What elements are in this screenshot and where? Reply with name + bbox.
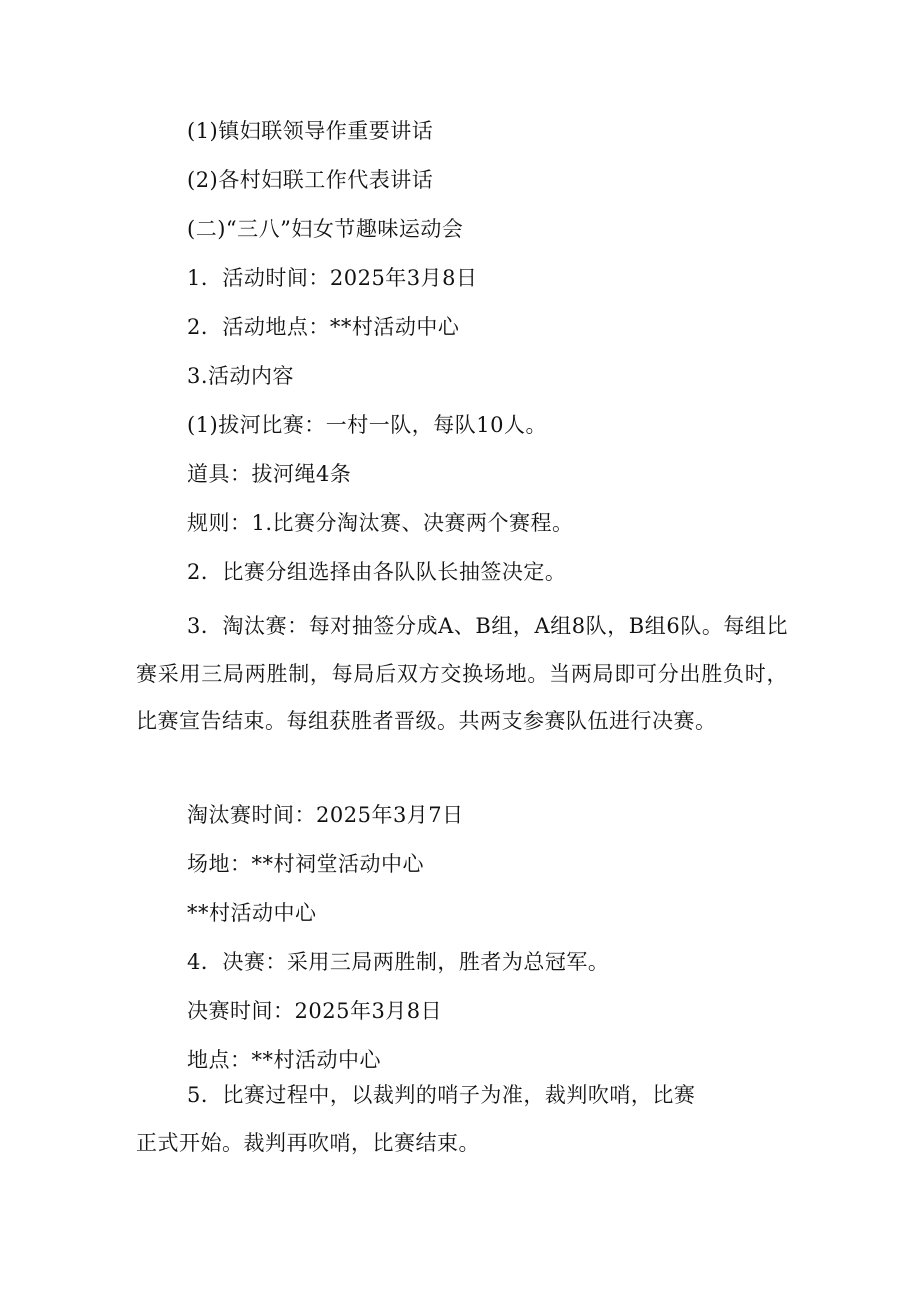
- props-line: 道具：拔河绳4条: [187, 462, 352, 486]
- whistle-rule: 5．比赛过程中，以裁判的哨子为准，裁判吹哨，比赛: [187, 1083, 696, 1107]
- activity-time: 1．活动时间：2025年3月8日: [187, 266, 478, 290]
- final-time: 决赛时间：2025年3月8日: [187, 999, 443, 1023]
- final-rule: 4．决赛：采用三局两胜制，胜者为总冠军。: [187, 950, 610, 974]
- speech-item-1: (1)镇妇联领导作重要讲话: [187, 119, 434, 143]
- grouping-rule: 2．比赛分组选择由各队队长抽签决定。: [187, 560, 567, 584]
- tug-of-war-item: (1)拔河比赛：一村一队，每队10人。: [187, 413, 547, 437]
- rules-line: 规则：1.比赛分淘汰赛、决赛两个赛程。: [187, 511, 574, 535]
- whistle-rule-continued: 正式开始。裁判再吹哨，比赛结束。: [136, 1131, 480, 1155]
- elimination-time: 淘汰赛时间：2025年3月7日: [187, 803, 464, 827]
- venue-line-2: **村活动中心: [187, 901, 317, 925]
- elimination-rules-paragraph: 3．淘汰赛：每对抽签分成A、B组，A组8队，B组6队。每组比赛采用三局两胜制，每局后双方交换场地。当两局即可分出胜负时，比赛宣告结束。每组获胜者晋级。共两支参赛队伍进行决赛。: [136, 614, 788, 733]
- activity-location: 2．活动地点：**村活动中心: [187, 315, 460, 339]
- venue-line: 场地：**村祠堂活动中心: [187, 852, 424, 876]
- speech-item-2: (2)各村妇联工作代表讲话: [187, 168, 434, 192]
- section-heading: (二)“三八”妇女节趣味运动会: [187, 217, 464, 241]
- final-location: 地点：**村活动中心: [187, 1048, 381, 1072]
- activity-content-heading: 3.活动内容: [187, 364, 295, 388]
